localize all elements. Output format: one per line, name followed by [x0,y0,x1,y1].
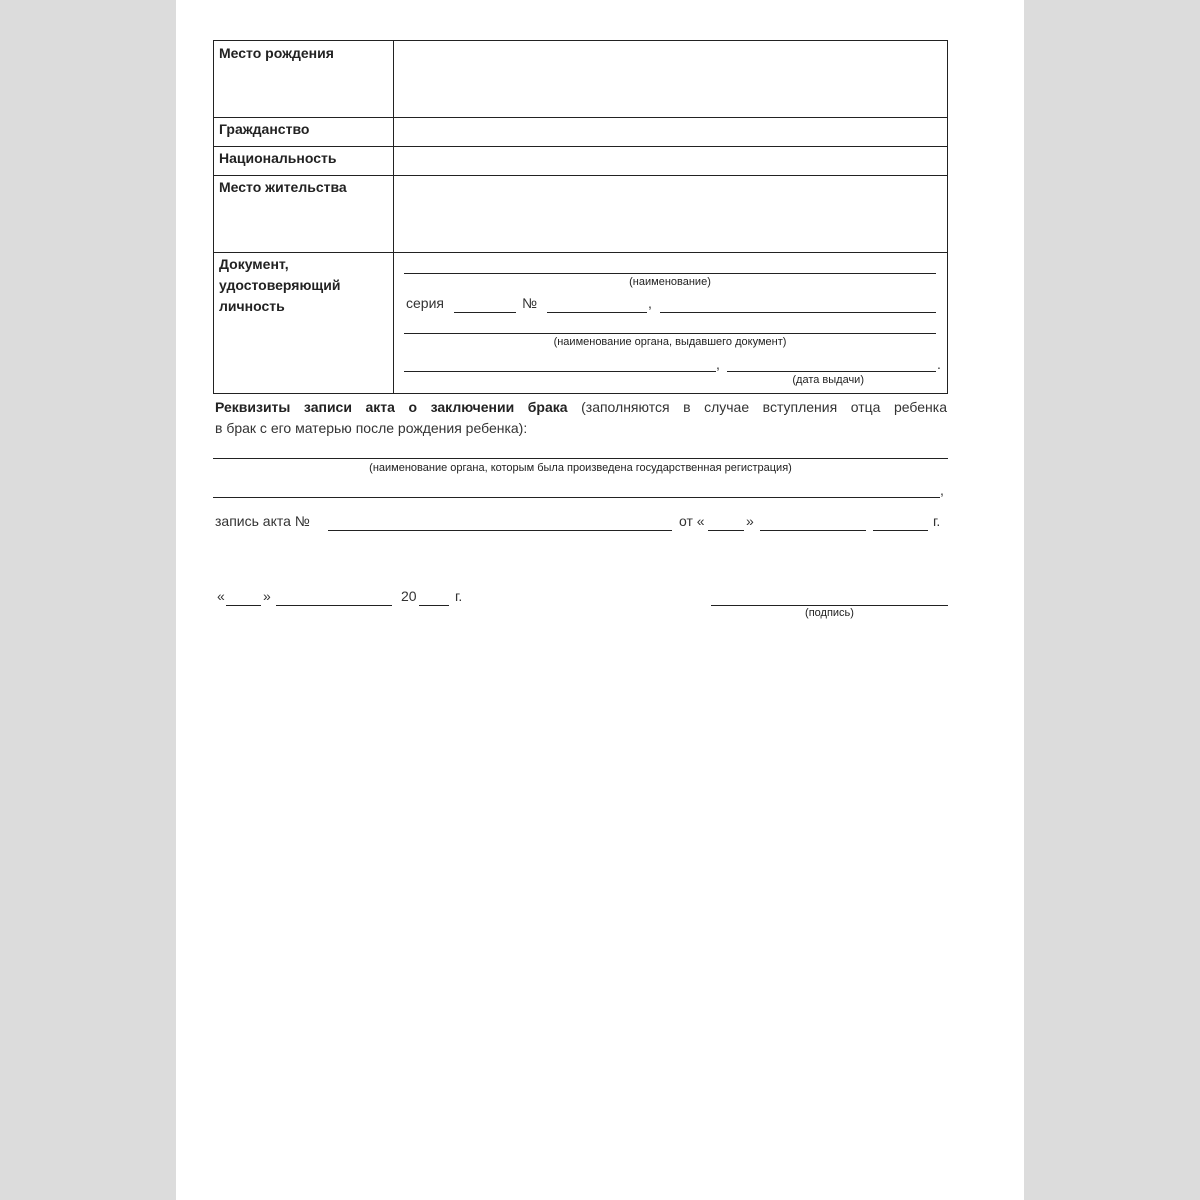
residence-value-cell[interactable] [394,176,947,252]
document-page [176,0,1024,1200]
doc-number-label: № [522,295,538,311]
record-date-from-label: от « [679,513,705,529]
record-year-suffix: г. [933,513,941,529]
marriage-org-caption: (наименование органа, которым была произведена государственная регистрация) [369,462,792,474]
record-quote-close: » [746,513,754,529]
signature-line[interactable] [711,605,948,606]
issue-date-line[interactable] [727,371,936,372]
sign-date-quote-open: « [217,588,225,604]
issue-date-caption: (дата выдачи) [792,374,864,386]
signature-caption: (подпись) [805,607,854,619]
row-label-citizenship: Гражданство [219,121,310,137]
row-label-nationality: Национальность [219,150,337,166]
table-left-border [213,40,214,394]
issuer-line[interactable] [404,333,936,334]
seria-line[interactable] [454,312,516,313]
row-label-identity-document: Документ, удостоверяющий личность [219,256,341,314]
issuer-comma: , [716,356,720,372]
marriage-heading-line1 [215,397,947,418]
sign-date-quote-close: » [263,588,271,604]
marriage-trailing-comma: , [940,482,944,498]
record-number-line[interactable] [328,530,672,531]
marriage-org-line[interactable] [213,458,948,459]
issue-date-period: . [937,356,941,372]
nationality-value-cell[interactable] [394,147,947,175]
issuer-continue-line[interactable] [404,371,716,372]
sign-year-prefix: 20 [401,588,417,604]
record-number-label: запись акта № [215,513,310,529]
doc-extra-line[interactable] [660,312,936,313]
row-label-birthplace: Место рождения [219,45,334,61]
birthplace-value-cell[interactable] [394,41,947,117]
doc-name-caption: (наименование) [629,276,711,288]
doc-name-line[interactable] [404,273,936,274]
record-day-line[interactable] [708,530,744,531]
sign-month-line[interactable] [276,605,392,606]
record-year-line[interactable] [873,530,928,531]
citizenship-value-cell[interactable] [394,118,947,146]
doc-number-line[interactable] [547,312,647,313]
marriage-heading-line2: в брак с его матерью после рождения ребенка): [215,420,528,436]
marriage-heading-bold: Реквизиты записи акта о заключении брака [215,399,568,415]
marriage-org-continue-line[interactable] [213,497,940,498]
sign-year-line[interactable] [419,605,449,606]
doc-comma: , [648,295,652,311]
seria-label: серия [406,295,444,311]
sign-day-line[interactable] [226,605,261,606]
marriage-heading-note: (заполняются в случае вступления отца ребенка [581,399,947,415]
sign-year-suffix: г. [455,588,463,604]
table-bottom-border [213,393,948,394]
table-row-divider [213,252,948,253]
issuer-caption: (наименование органа, выдавшего документ) [553,336,787,348]
table-right-border [947,40,948,394]
row-label-residence: Место жительства [219,179,347,195]
record-month-line[interactable] [760,530,866,531]
